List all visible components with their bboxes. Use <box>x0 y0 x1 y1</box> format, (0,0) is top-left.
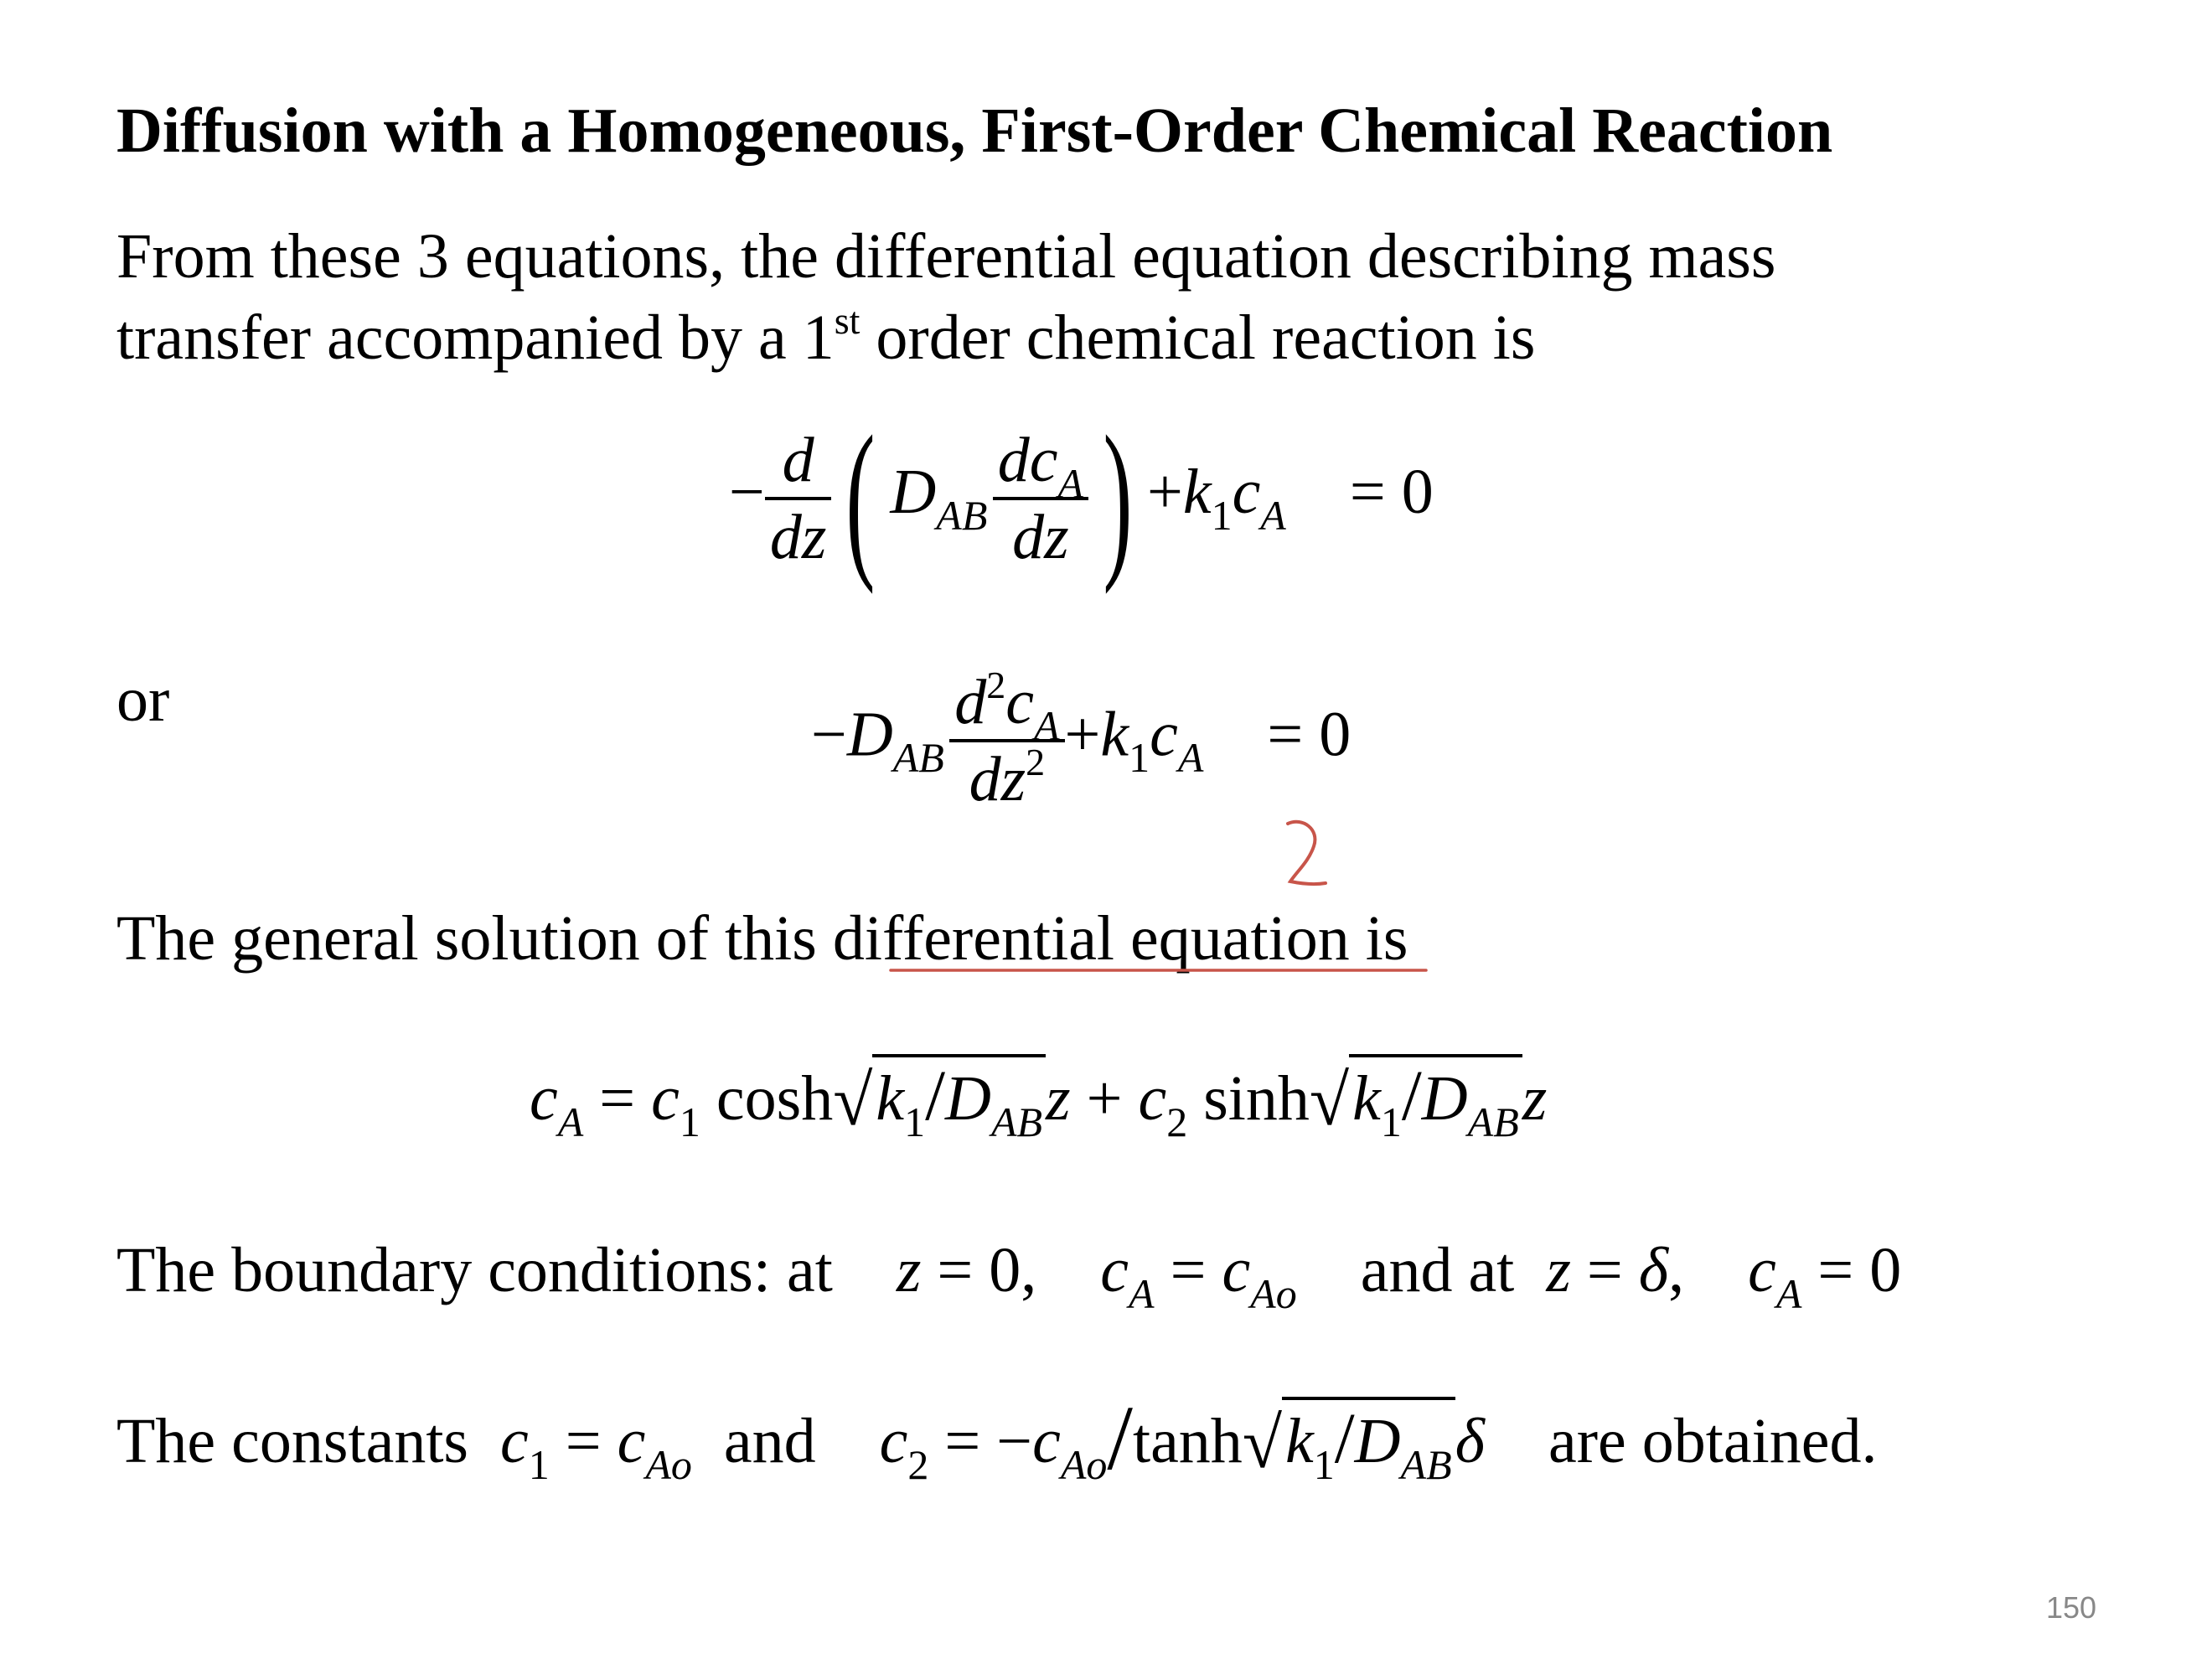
equation-2: $-D_{AB}$ $\frac{d^2c_A}{dz^2}$ $+k_1c_A$ = 0 <box>811 664 1351 814</box>
general-solution-text: The general solution of this differential equation is <box>116 903 1408 974</box>
intro-line-1: From these 3 equations, the differential equation describing mass <box>116 221 1776 292</box>
underlined-phrase: differential equation <box>832 903 1350 974</box>
intro-line-2-a: transfer accompanied by a 1 <box>116 302 835 373</box>
or-label: or <box>116 664 170 735</box>
constants-line: The constants $c_1 = c_{Ao}$ and $c_2 = -c_{Ao}/\tanh√k_1/D_{AB}\delta$ are obtained. <box>116 1387 1878 1489</box>
equation-1: − $\frac{d}{dz}$ ( $D_{AB}$ $\frac{dc_A}{dz}$ ) $+k_1c_A$ = 0 <box>729 401 1434 595</box>
hand-mark-2 <box>1288 822 1326 884</box>
intro-line-2-b: order chemical reaction is <box>860 302 1536 373</box>
boundary-conditions: The boundary conditions: at z = 0, $c_A = c_{Ao}$ and at z = δ, $c_A = 0$ <box>116 1235 1902 1317</box>
equation-3-general-solution: $c_A = c_1$ $\cosh√k_1/D_{AB}z + c_2$ $\sinh√k_1/D_{AB}z$ <box>530 1055 1548 1145</box>
slide-title: Diffusion with a Homogeneous, First-Order Chemical Reaction <box>116 96 1833 166</box>
page-number: 150 <box>2046 1590 2097 1625</box>
intro-superscript: st <box>834 299 861 342</box>
